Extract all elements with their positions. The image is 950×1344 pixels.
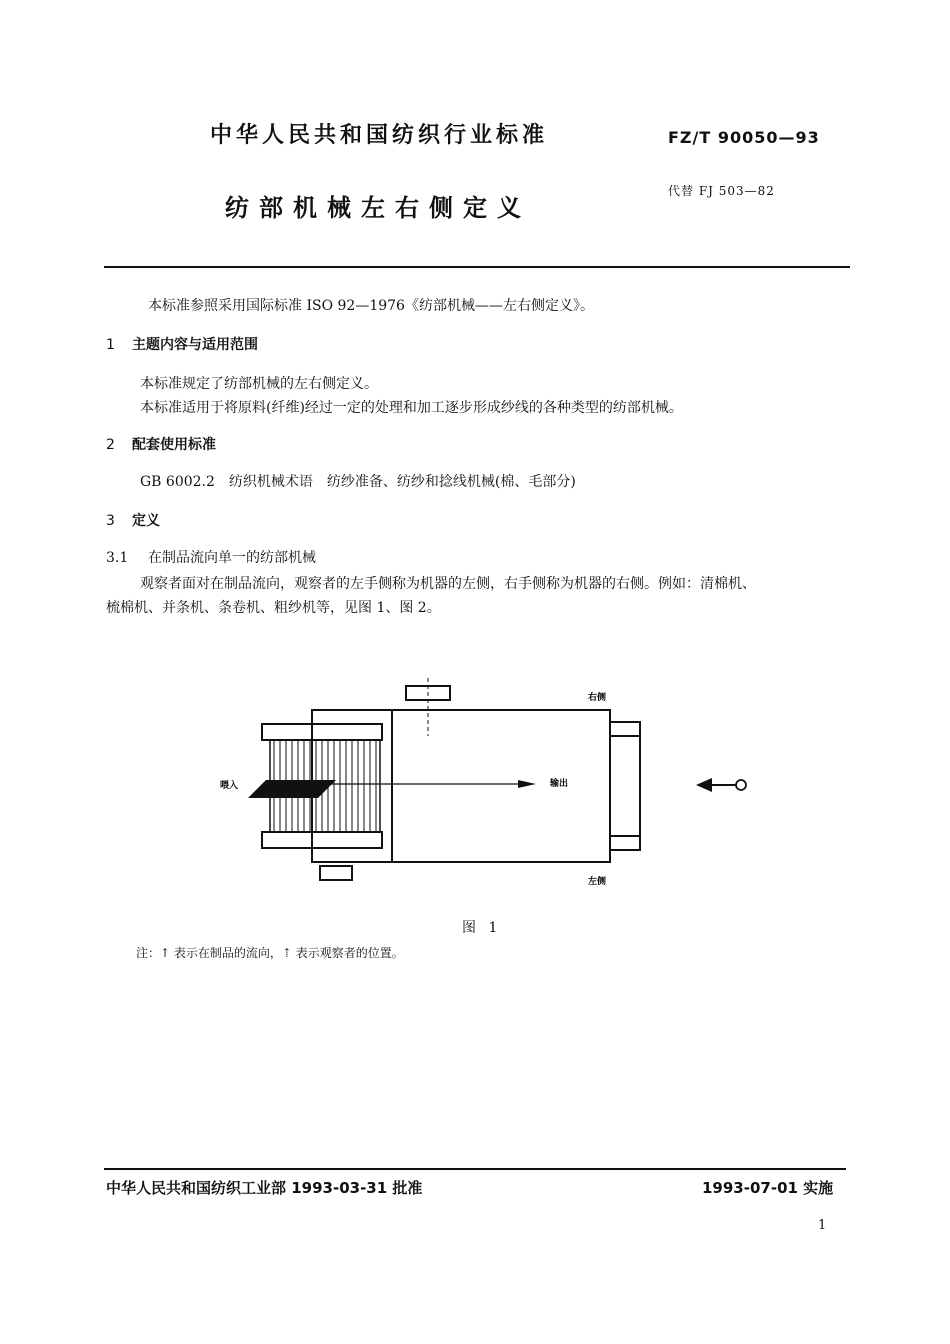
- footer-rule: [104, 1168, 846, 1170]
- subsection-3-1-line-2: 梳棉机、并条机、条卷机、粗纱机等，见图 1、图 2。: [106, 600, 441, 616]
- section-2-heading: [106, 434, 216, 454]
- section-title: 配套使用标准: [132, 437, 216, 453]
- intro-paragraph: 本标准参照采用国际标准 ISO 92—1976《纺部机械——左右侧定义》。: [148, 298, 594, 314]
- figure-1-diagram: [200, 676, 760, 896]
- section-2-paragraph: GB 6002.2 纺织机械术语 纺纱准备、纺纱和捻线机械(棉、毛部分): [140, 474, 576, 490]
- subsection-3-1-line-1: 观察者面对在制品流向，观察者的左手侧称为机器的左侧，右手侧称为机器的右侧。例如：清棉机、: [140, 576, 756, 592]
- document-title: 纺部机械左右侧定义: [225, 194, 531, 222]
- section-title: 主题内容与适用范围: [132, 337, 258, 353]
- right-box: [610, 722, 640, 850]
- flow-arrowhead: [518, 780, 536, 788]
- subsection-number: 3.1: [106, 550, 129, 566]
- standard-code: FZ/T 90050—93: [668, 128, 820, 147]
- bottom-tab: [320, 866, 352, 880]
- observer-arrowhead-icon: [696, 778, 712, 792]
- header-rule: [104, 266, 850, 268]
- figure-caption: 图 1: [462, 920, 502, 936]
- section-1-paragraph-2: 本标准适用于将原料(纤维)经过一定的处理和加工逐步形成纱线的各种类型的纺部机械。: [140, 400, 683, 416]
- top-flange: [262, 724, 382, 740]
- page-number: 1: [818, 1218, 827, 1233]
- feed-sheet: [248, 780, 336, 798]
- subsection-title: 在制品流向单一的纺部机械: [148, 550, 316, 566]
- approval-line: 中华人民共和国纺织工业部 1993-03-31 批准: [106, 1179, 423, 1197]
- section-title: 定义: [132, 513, 160, 529]
- input-label: 喂入: [220, 781, 239, 791]
- section-number: 1: [106, 337, 115, 353]
- figure-note: 注：↑ 表示在制品的流向，⇡ 表示观察者的位置。: [136, 946, 404, 960]
- output-label: 输出: [550, 779, 569, 789]
- replaces-note: 代替 FJ 503—82: [668, 184, 775, 198]
- section-number: 3: [106, 513, 115, 529]
- subsection-3-1-heading: [106, 546, 316, 570]
- left-side-label: 左侧: [588, 877, 607, 887]
- issuer-title: 中华人民共和国纺织行业标准: [210, 123, 549, 148]
- section-number: 2: [106, 437, 115, 453]
- right-side-label: 右侧: [588, 693, 607, 703]
- section-1-paragraph-1: 本标准规定了纺部机械的左右侧定义。: [140, 376, 378, 392]
- section-3-heading: [106, 510, 160, 530]
- section-1-heading: [106, 334, 258, 354]
- observer-circle-icon: [736, 780, 746, 790]
- effective-date: 1993-07-01 实施: [702, 1179, 834, 1197]
- bottom-flange: [262, 832, 382, 848]
